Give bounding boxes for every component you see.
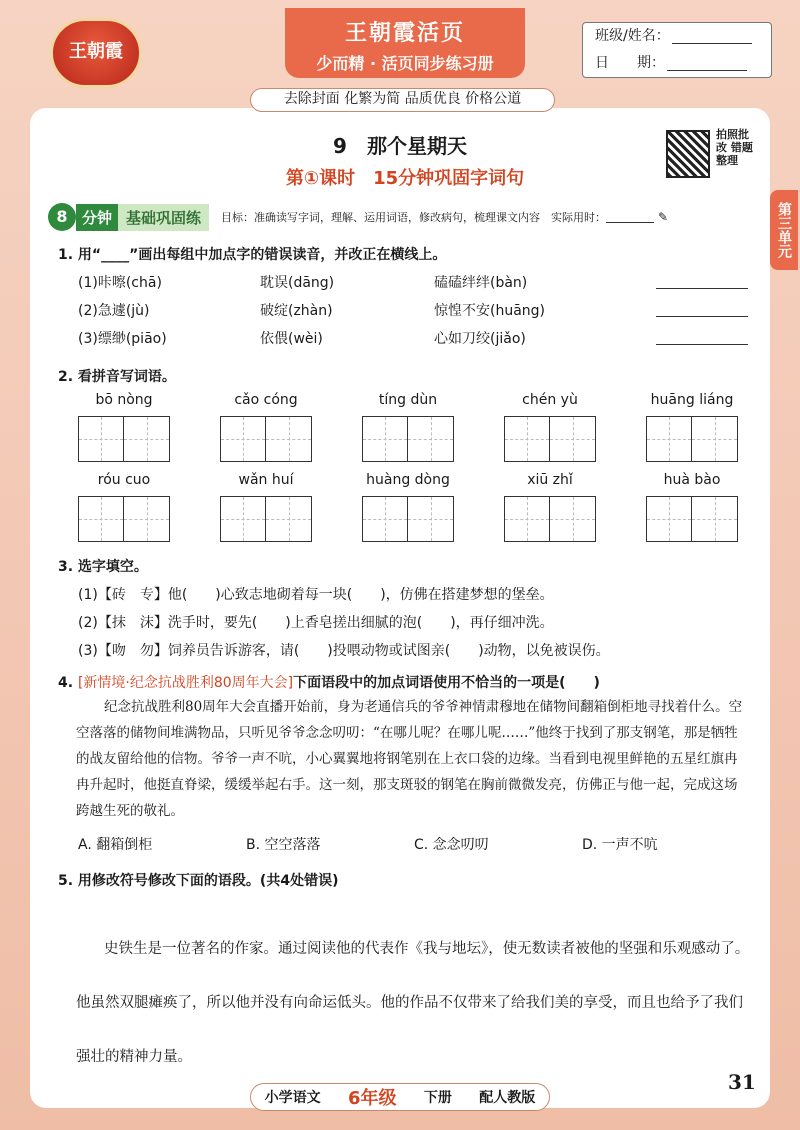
option-d[interactable]: D. 一声不吭 — [582, 837, 658, 853]
answer-line[interactable] — [656, 316, 748, 317]
pinyin-grid[interactable]: wǎn huí — [216, 472, 316, 542]
qr-caption: 拍照批改 错题整理 — [716, 128, 753, 167]
answer-line[interactable] — [656, 344, 748, 345]
q3-line: (3)【吻 勿】饲养员告诉游客，请( )投喂动物或试图亲( )动物，以免被误伤。 — [78, 643, 610, 659]
footer-edition: 配人教版 — [479, 1090, 536, 1106]
banner-subtitle: 少而精 · 活页同步练习册 — [316, 54, 494, 73]
q4-paragraph: 纪念抗战胜利80周年大会直播开始前，身为老通信兵的爷爷神情肃穆地在储物间翻箱倒柜地寻找着什么。空空落落的储物间堆满物品，只听见爷爷念念叨叨：“在哪儿呢？在哪儿呢……”他终于找到了那支钢笔，那是牺牲的战友留给他的信物。爷爷一声不吭，小心翼翼地将钢笔别在上衣口袋的边缘。当看到电视里鲜艳的五星红旗冉冉升起时，他挺直脊梁，缓缓举起右手。这一刻，那支斑驳的钢笔在胸前微微发亮，仿佛正与他一起，完成这场跨越生死的敬礼。 — [76, 699, 743, 819]
option-b[interactable]: B. 空空落落 — [246, 837, 321, 853]
slogan: 去除封面 化繁为简 品质优良 价格公道 — [250, 88, 555, 112]
q5-paragraph: 史铁生是一位著名的作家。通过阅读他的代表作《我与地坛》，使无数读者被他的坚强和乐观感动了。他虽然双腿瘫痪了，所以他并没有向命运低头。他的作品不仅带来了给我们美的享受，而且也给予了我们强壮的精神力量。 — [76, 941, 750, 1065]
section-number: 8 — [48, 203, 76, 231]
q1-row: (2)急遽(jù) 破绽(zhàn) 惊惶不安(huāng) — [78, 300, 758, 324]
q1-row: (1)咔嚓(chā) 耽误(dāng) 磕磕绊绊(bàn) — [78, 272, 758, 296]
pinyin-grid[interactable]: chén yù — [500, 392, 600, 462]
pinyin-grid[interactable]: cǎo cóng — [216, 392, 316, 462]
q3-line: (1)【砖 专】他( )心致志地砌着每一块( )，仿佛在搭建梦想的堡垒。 — [78, 587, 554, 603]
date-label: 日 期： — [595, 55, 665, 71]
banner-title: 王朝霞活页 — [344, 21, 465, 46]
pinyin-grid[interactable]: huàng dòng — [358, 472, 458, 542]
section-bar — [48, 202, 668, 232]
q5-prompt: 5. 用修改符号修改下面的语段。(共4处错误) — [58, 873, 339, 889]
pinyin-grid[interactable]: tíng dùn — [358, 392, 458, 462]
q1-prompt: 1. 用“____”画出每组中加点字的错误读音，并改正在横线上。 — [58, 247, 447, 263]
q4-prompt: 4. [新情境·纪念抗战胜利80周年大会]下面语段中的加点词语使用不恰当的一项是( ) — [58, 675, 600, 691]
class-name-box — [582, 22, 772, 78]
answer-line[interactable] — [656, 288, 748, 289]
q2-prompt: 2. 看拼音写词语。 — [58, 369, 176, 385]
pinyin-grid[interactable]: huà bào — [642, 472, 742, 542]
footer-subject: 小学语文 — [264, 1090, 321, 1106]
footer-bar — [250, 1083, 550, 1111]
section-goal: 目标：准确读写字词，理解、运用词语，修改病句，梳理课文内容 实际用时： — [221, 211, 607, 224]
footer-grade: 6年级 — [348, 1088, 397, 1109]
brand-logo: 王朝霞 — [50, 18, 142, 88]
q3-line: (2)【抹 沫】洗手时，要先( )上香皂搓出细腻的泡( )，再仔细冲洗。 — [78, 615, 554, 631]
pencil-icon: ✎ — [658, 210, 669, 224]
footer-volume: 下册 — [423, 1090, 452, 1106]
option-a[interactable]: A. 翻箱倒柜 — [78, 837, 153, 853]
page-number: 31 — [728, 1070, 756, 1094]
lesson-subtitle: 第①课时 15分钟巩固字词句 — [285, 168, 525, 189]
time-used-field[interactable] — [606, 211, 654, 223]
qr-code-icon — [666, 130, 710, 178]
class-name-field[interactable] — [672, 28, 752, 44]
option-c[interactable]: C. 念念叨叨 — [414, 837, 489, 853]
pinyin-grid[interactable]: bō nòng — [74, 392, 174, 462]
section-minutes: 分钟 — [76, 204, 118, 231]
date-field[interactable] — [667, 55, 747, 71]
lesson-title: 9 那个星期天 — [333, 134, 467, 158]
pinyin-grid[interactable]: róu cuo — [74, 472, 174, 542]
q4-question: 下面语段中的加点词语使用不恰当的一项是( ) — [293, 675, 600, 691]
section-name: 基础巩固练 — [118, 204, 209, 231]
q4-tag: [新情境·纪念抗战胜利80周年大会] — [77, 675, 294, 691]
q1-row: (3)缥缈(piāo) 依偎(wèi) 心如刀绞(jiǎo) — [78, 328, 758, 352]
pinyin-grid[interactable]: huāng liáng — [642, 392, 742, 462]
unit-side-tab: 第三单元 — [770, 190, 798, 270]
q3-prompt: 3. 选字填空。 — [58, 559, 148, 575]
header-banner — [285, 8, 525, 78]
class-label: 班级/姓名： — [595, 28, 670, 44]
pinyin-grid[interactable]: xiū zhǐ — [500, 472, 600, 542]
